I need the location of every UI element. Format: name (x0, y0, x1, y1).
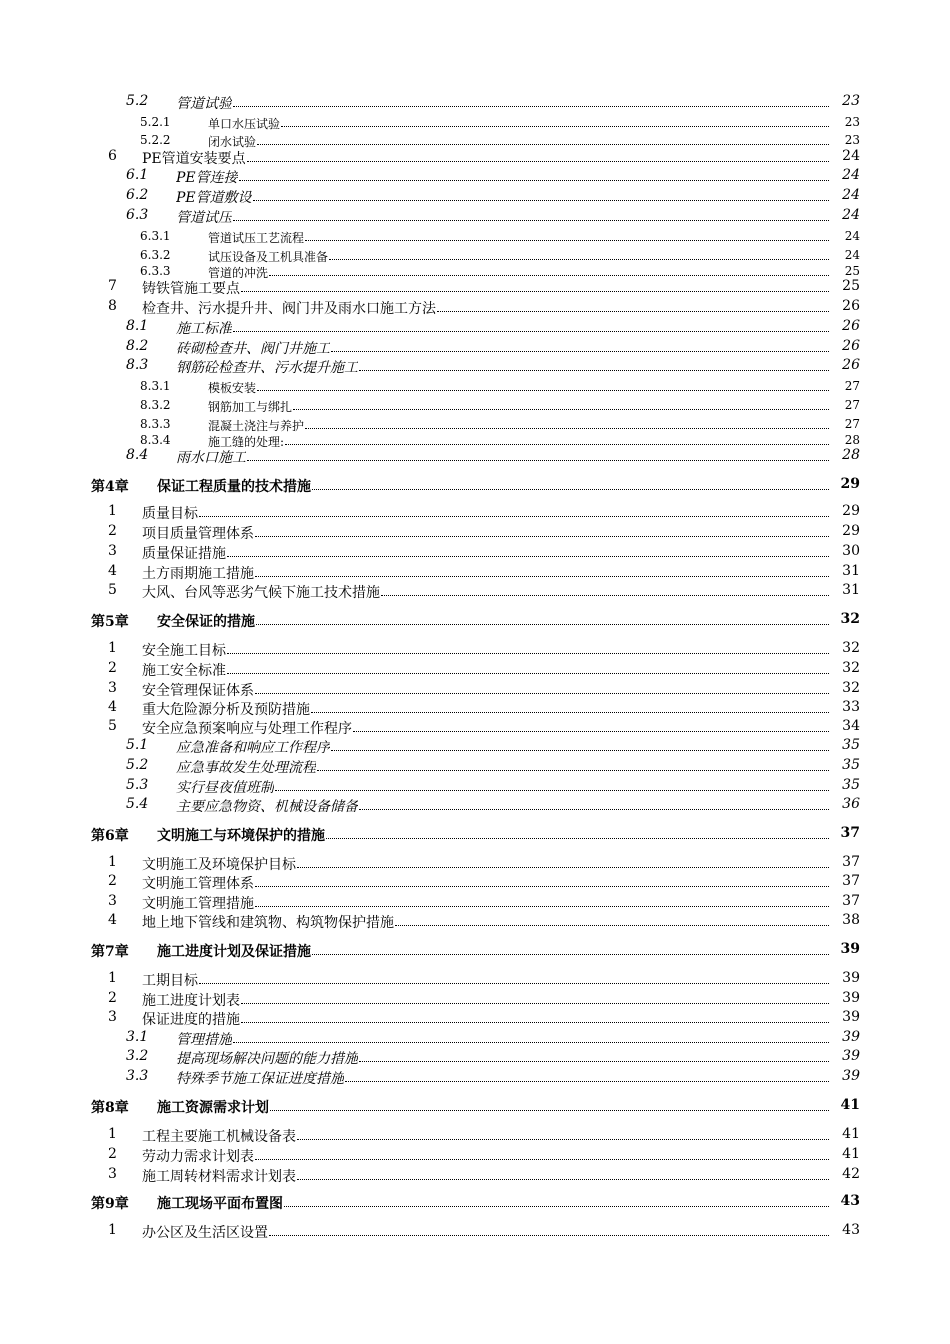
toc-entry-title: 试压设备及工机具准备 (208, 250, 329, 264)
toc-entry-title: 混凝土浇注与养护 (208, 419, 305, 433)
toc-entry-number: 1 (108, 1222, 117, 1238)
toc-entry[interactable] (0, 167, 950, 185)
toc-entry-page: 32 (842, 660, 860, 676)
toc-entry-page: 32 (842, 680, 860, 696)
toc-entry-page: 29 (842, 503, 860, 519)
toc-leader-dots (269, 1235, 829, 1236)
toc-leader-dots (255, 536, 829, 537)
toc-leader-dots (233, 220, 829, 221)
toc-entry-title: 办公区及生活区设置 (142, 1225, 268, 1241)
toc-entry-number: 5 (108, 718, 117, 734)
toc-entry-page: 41 (842, 1146, 860, 1162)
toc-entry-number: 5.2 (126, 93, 149, 109)
toc-entry-title: 劳动力需求计划表 (142, 1149, 254, 1165)
toc-leader-dots (227, 556, 829, 557)
toc-entry-number: 1 (108, 503, 117, 519)
toc-entry[interactable] (0, 1222, 950, 1240)
toc-leader-dots (312, 489, 829, 490)
toc-entry[interactable] (0, 912, 950, 930)
toc-entry-title: 检查井、污水提升井、阀门井及雨水口施工方法 (142, 301, 436, 317)
toc-leader-dots (255, 1159, 829, 1160)
toc-entry-number: 6.3.2 (140, 248, 171, 262)
toc-entry[interactable] (0, 825, 950, 843)
toc-entry-title: 特殊季节施工保证进度措施 (176, 1071, 344, 1087)
toc-leader-dots (239, 180, 829, 181)
toc-leader-dots (269, 275, 829, 276)
toc-entry-number: 2 (108, 660, 117, 676)
toc-entry-title: 实行昼夜值班制 (176, 780, 274, 796)
toc-entry-title: 安全施工目标 (142, 643, 226, 659)
toc-entry-title: 管理措施 (176, 1032, 232, 1048)
toc-entry-page: 35 (842, 757, 860, 773)
toc-entry[interactable] (0, 1068, 950, 1086)
toc-entry-page: 24 (844, 248, 860, 262)
toc-entry-page: 39 (842, 1068, 860, 1084)
toc-leader-dots (284, 1206, 829, 1207)
toc-entry[interactable] (0, 93, 950, 111)
toc-entry-page: 39 (842, 1048, 860, 1064)
toc-entry-number: 1 (108, 640, 117, 656)
toc-entry-number: 3.3 (126, 1068, 149, 1084)
toc-entry-title: 施工现场平面布置图 (157, 1196, 283, 1212)
toc-entry-number: 5.3 (126, 777, 149, 793)
toc-entry-title: 质量目标 (142, 506, 198, 522)
toc-entry[interactable] (0, 660, 950, 678)
toc-entry-title: 安全应急预案响应与处理工作程序 (142, 721, 352, 737)
toc-entry-number: 2 (108, 1146, 117, 1162)
toc-entry-title: 模板安装 (208, 381, 257, 395)
toc-entry[interactable] (0, 148, 950, 166)
toc-leader-dots (353, 731, 829, 732)
toc-entry-number: 4 (108, 699, 117, 715)
toc-leader-dots (241, 1022, 829, 1023)
toc-leader-dots (437, 311, 829, 312)
toc-leader-dots (331, 750, 829, 751)
toc-entry-page: 31 (842, 582, 860, 598)
toc-entry-page: 36 (842, 796, 860, 812)
toc-entry-number: 3 (108, 1166, 117, 1182)
toc-entry-number: 8 (108, 298, 117, 314)
toc-entry-title: 保证进度的措施 (142, 1012, 240, 1028)
toc-entry[interactable] (0, 854, 950, 872)
toc-entry-page: 24 (842, 207, 860, 223)
toc-entry-number: 5.1 (126, 737, 149, 753)
toc-leader-dots (293, 409, 829, 410)
toc-entry-title: 单口水压试验 (208, 117, 281, 131)
toc-entry[interactable] (0, 278, 950, 296)
toc-entry-page: 41 (840, 1097, 860, 1113)
toc-entry-title: 闭水试验 (208, 135, 257, 149)
toc-entry-number: 第4章 (91, 479, 129, 495)
toc-entry-title: 应急事故发生处理流程 (176, 760, 316, 776)
toc-entry[interactable] (0, 1126, 950, 1144)
toc-entry-page: 26 (842, 357, 860, 373)
toc-entry[interactable] (0, 640, 950, 658)
toc-entry[interactable] (0, 970, 950, 988)
toc-leader-dots (257, 144, 829, 145)
toc-entry-page: 39 (842, 970, 860, 986)
toc-entry-number: 5 (108, 582, 117, 598)
toc-entry[interactable] (0, 611, 950, 629)
toc-leader-dots (241, 291, 829, 292)
toc-entry-page: 29 (840, 476, 860, 492)
toc-entry-page: 35 (842, 777, 860, 793)
toc-entry-title: 钢筋加工与绑扎 (208, 400, 293, 414)
toc-leader-dots (256, 624, 829, 625)
toc-entry-title: PE管连接 (176, 170, 238, 186)
toc-entry-page: 37 (842, 873, 860, 889)
toc-entry[interactable] (0, 563, 950, 581)
toc-entry-number: 8.3.2 (140, 398, 171, 412)
toc-entry-number: 2 (108, 523, 117, 539)
toc-leader-dots (270, 1110, 829, 1111)
toc-leader-dots (227, 653, 829, 654)
toc-entry-page: 39 (842, 990, 860, 1006)
toc-entry[interactable] (0, 873, 950, 891)
toc-leader-dots (317, 770, 829, 771)
toc-leader-dots (381, 595, 829, 596)
toc-entry-title: 管道的冲洗 (208, 266, 269, 280)
toc-leader-dots (241, 1003, 829, 1004)
toc-entry-page: 39 (840, 941, 860, 957)
toc-entry[interactable] (0, 582, 950, 600)
toc-entry-page: 38 (842, 912, 860, 928)
toc-entry-number: 3.1 (126, 1029, 149, 1045)
toc-entry-page: 27 (844, 379, 860, 393)
toc-entry[interactable] (0, 338, 950, 356)
toc-entry-title: 雨水口施工 (176, 450, 246, 466)
toc-entry-page: 33 (842, 699, 860, 715)
toc-entry-title: 保证工程质量的技术措施 (157, 479, 311, 495)
toc-leader-dots (233, 1042, 829, 1043)
toc-leader-dots (305, 428, 829, 429)
toc-entry-page: 24 (844, 229, 860, 243)
toc-leader-dots (359, 809, 829, 810)
toc-entry-page: 32 (842, 640, 860, 656)
toc-entry-number: 5.2 (126, 757, 149, 773)
toc-entry-number: 6.3.3 (140, 264, 171, 278)
toc-entry-number: 3 (108, 893, 117, 909)
toc-entry-title: 砖砌检查井、阀门井施工 (176, 341, 330, 357)
toc-entry[interactable] (0, 1193, 950, 1211)
toc-entry-number: 第9章 (91, 1196, 129, 1212)
toc-entry-page: 24 (842, 167, 860, 183)
toc-entry-page: 28 (844, 433, 860, 447)
toc-leader-dots (281, 126, 829, 127)
toc-entry-page: 27 (844, 398, 860, 412)
toc-entry-title: 工期目标 (142, 973, 198, 989)
toc-entry-page: 23 (844, 133, 860, 147)
toc-leader-dots (255, 693, 829, 694)
toc-leader-dots (199, 983, 829, 984)
toc-entry-number: 1 (108, 854, 117, 870)
toc-entry-number: 5.2.1 (140, 115, 171, 129)
toc-entry-title: 施工周转材料需求计划表 (142, 1169, 296, 1185)
toc-entry-title: 文明施工与环境保护的措施 (157, 828, 325, 844)
toc-leader-dots (359, 1061, 829, 1062)
toc-entry-page: 26 (842, 298, 860, 314)
toc-leader-dots (233, 106, 829, 107)
toc-entry-page: 24 (842, 148, 860, 164)
toc-entry[interactable] (0, 357, 950, 375)
toc-leader-dots (297, 867, 829, 868)
toc-entry-number: 6 (108, 148, 117, 164)
toc-entry-title: 管道试压工艺流程 (208, 231, 305, 245)
toc-entry-page: 41 (842, 1126, 860, 1142)
toc-entry[interactable] (0, 447, 950, 465)
toc-entry-title: 重大危险源分析及预防措施 (142, 702, 310, 718)
toc-entry-page: 31 (842, 563, 860, 579)
toc-entry-title: 施工进度计划表 (142, 993, 240, 1009)
toc-leader-dots (312, 954, 829, 955)
toc-entry-page: 43 (842, 1222, 860, 1238)
toc-entry-title: 应急准备和响应工作程序 (176, 740, 330, 756)
toc-entry-number: 7 (108, 278, 117, 294)
toc-leader-dots (345, 1081, 829, 1082)
toc-leader-dots (395, 925, 829, 926)
toc-entry[interactable] (0, 298, 950, 316)
toc-entry-title: 文明施工管理体系 (142, 876, 254, 892)
toc-entry-number: 3 (108, 680, 117, 696)
toc-entry-number: 6.3 (126, 207, 149, 223)
toc-entry-page: 42 (842, 1166, 860, 1182)
toc-entry-number: 2 (108, 990, 117, 1006)
toc-entry-page: 25 (844, 264, 860, 278)
toc-entry-number: 1 (108, 1126, 117, 1142)
toc-entry-title: 施工安全标准 (142, 663, 226, 679)
toc-leader-dots (253, 200, 829, 201)
toc-leader-dots (329, 259, 829, 260)
toc-entry-number: 5.2.2 (140, 133, 171, 147)
toc-entry-number: 3 (108, 1009, 117, 1025)
toc-entry[interactable] (0, 396, 950, 414)
toc-entry-number: 第5章 (91, 614, 129, 630)
toc-entry[interactable] (0, 1146, 950, 1164)
toc-entry-page: 24 (842, 187, 860, 203)
toc-entry-title: 施工进度计划及保证措施 (157, 944, 311, 960)
toc-leader-dots (255, 906, 829, 907)
toc-leader-dots (311, 712, 829, 713)
toc-leader-dots (247, 460, 829, 461)
toc-entry-page: 37 (842, 893, 860, 909)
toc-leader-dots (331, 351, 829, 352)
toc-entry-title: 质量保证措施 (142, 546, 226, 562)
toc-entry[interactable] (0, 737, 950, 755)
toc-entry[interactable] (0, 523, 950, 541)
toc-entry-number: 8.4 (126, 447, 149, 463)
toc-entry-title: 提高现场解决问题的能力措施 (176, 1051, 358, 1067)
toc-entry-page: 34 (842, 718, 860, 734)
toc-entry-number: 第8章 (91, 1100, 129, 1116)
toc-entry[interactable] (0, 377, 950, 395)
toc-entry-number: 5.4 (126, 796, 149, 812)
toc-entry[interactable] (0, 1048, 950, 1066)
toc-entry-title: 文明施工及环境保护目标 (142, 857, 296, 873)
toc-entry-number: 8.1 (126, 318, 149, 334)
toc-entry-number: 第6章 (91, 828, 129, 844)
toc-entry-page: 26 (842, 318, 860, 334)
toc-leader-dots (227, 673, 829, 674)
toc-entry-title: 施工资源需求计划 (157, 1100, 269, 1116)
toc-entry-title: 施工缝的处理: (208, 435, 285, 449)
toc-entry[interactable] (0, 941, 950, 959)
toc-entry-title: 文明施工管理措施 (142, 896, 254, 912)
toc-entry[interactable] (0, 718, 950, 736)
toc-entry-number: 3.2 (126, 1048, 149, 1064)
toc-entry-title: 安全管理保证体系 (142, 683, 254, 699)
toc-entry[interactable] (0, 318, 950, 336)
toc-entry-number: 1 (108, 970, 117, 986)
toc-leader-dots (275, 790, 829, 791)
toc-entry-title: 地上地下管线和建筑物、构筑物保护措施 (142, 915, 394, 931)
toc-entry[interactable] (0, 187, 950, 205)
toc-entry-number: 8.3.1 (140, 379, 171, 393)
toc-entry-page: 37 (840, 825, 860, 841)
toc-entry[interactable] (0, 796, 950, 814)
toc-entry-page: 27 (844, 417, 860, 431)
toc-leader-dots (359, 370, 829, 371)
toc-entry-title: 安全保证的措施 (157, 614, 255, 630)
toc-entry-title: PE管道敷设 (176, 190, 252, 206)
toc-entry-page: 23 (844, 115, 860, 129)
toc-entry-title: 工程主要施工机械设备表 (142, 1129, 296, 1145)
toc-leader-dots (257, 390, 829, 391)
toc-entry[interactable] (0, 990, 950, 1008)
toc-entry-number: 6.1 (126, 167, 149, 183)
toc-entry-title: 管道试压 (176, 210, 232, 226)
toc-entry-page: 39 (842, 1009, 860, 1025)
toc-entry[interactable] (0, 227, 950, 245)
toc-entry-number: 第7章 (91, 944, 129, 960)
toc-entry[interactable] (0, 1166, 950, 1184)
toc-entry-title: 大风、台风等恶劣气候下施工技术措施 (142, 585, 380, 601)
toc-entry-number: 8.3.3 (140, 417, 171, 431)
toc-leader-dots (255, 886, 829, 887)
toc-entry[interactable] (0, 1009, 950, 1027)
toc-entry-page: 30 (842, 543, 860, 559)
toc-entry-page: 26 (842, 338, 860, 354)
toc-entry-page: 25 (842, 278, 860, 294)
toc-leader-dots (297, 1179, 829, 1180)
toc-entry-number: 8.3.4 (140, 433, 171, 447)
toc-entry-number: 6.2 (126, 187, 149, 203)
toc-leader-dots (326, 838, 829, 839)
toc-entry-number: 4 (108, 563, 117, 579)
toc-entry-title: 项目质量管理体系 (142, 526, 254, 542)
toc-entry[interactable] (0, 680, 950, 698)
toc-entry[interactable] (0, 1097, 950, 1115)
toc-entry[interactable] (0, 113, 950, 131)
toc-entry-title: 主要应急物资、机械设备储备 (176, 799, 358, 815)
toc-leader-dots (199, 516, 829, 517)
toc-entry[interactable] (0, 893, 950, 911)
toc-entry-title: 钢筋砼检查井、污水提升施工 (176, 360, 358, 376)
toc-leader-dots (305, 240, 829, 241)
toc-entry-page: 29 (842, 523, 860, 539)
toc-entry[interactable] (0, 207, 950, 225)
toc-entry-number: 2 (108, 873, 117, 889)
toc-entry-page: 23 (842, 93, 860, 109)
toc-entry-number: 4 (108, 912, 117, 928)
toc-entry[interactable] (0, 476, 950, 494)
toc-entry-page: 39 (842, 1029, 860, 1045)
toc-entry[interactable] (0, 1029, 950, 1047)
toc-entry-title: 铸铁管施工要点 (142, 281, 240, 297)
toc-entry-title: 施工标准 (176, 321, 232, 337)
toc-entry[interactable] (0, 777, 950, 795)
toc-entry[interactable] (0, 699, 950, 717)
toc-entry-page: 43 (840, 1193, 860, 1209)
toc-leader-dots (285, 444, 829, 445)
toc-entry-number: 8.2 (126, 338, 149, 354)
toc-entry-page: 35 (842, 737, 860, 753)
toc-entry-page: 28 (842, 447, 860, 463)
toc-entry[interactable] (0, 543, 950, 561)
toc-entry-number: 3 (108, 543, 117, 559)
toc-entry-page: 32 (840, 611, 860, 627)
toc-leader-dots (297, 1139, 829, 1140)
toc-leader-dots (255, 576, 829, 577)
toc-entry-title: 土方雨期施工措施 (142, 566, 254, 582)
toc-entry-number: 6.3.1 (140, 229, 171, 243)
toc-entry-title: PE管道安装要点 (142, 151, 246, 167)
toc-entry[interactable] (0, 131, 950, 149)
toc-entry[interactable] (0, 757, 950, 775)
toc-leader-dots (233, 331, 829, 332)
toc-leader-dots (247, 161, 829, 162)
toc-entry-title: 管道试验 (176, 96, 232, 112)
toc-entry[interactable] (0, 503, 950, 521)
toc-entry-page: 37 (842, 854, 860, 870)
toc-entry-number: 8.3 (126, 357, 149, 373)
